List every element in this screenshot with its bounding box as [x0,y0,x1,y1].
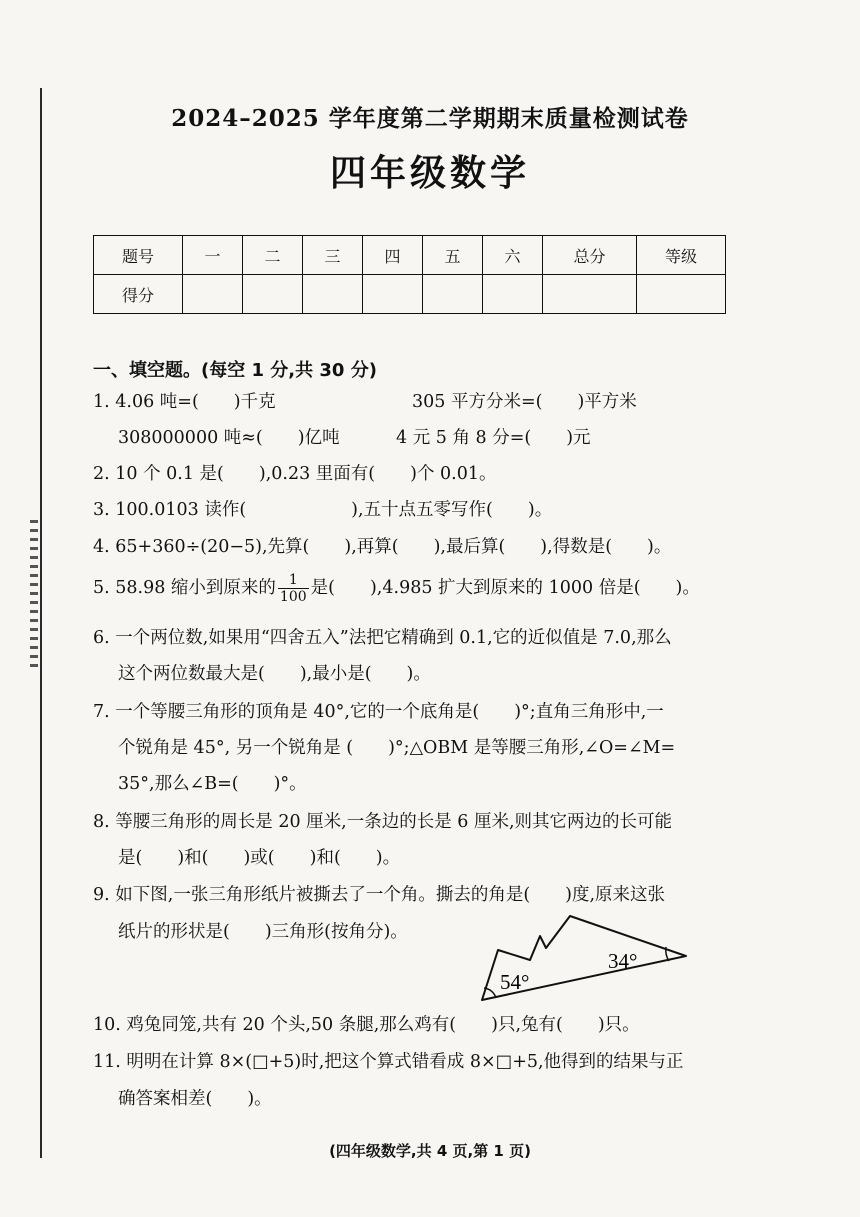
header-cell: 三 [303,236,363,275]
header-cell: 四 [363,236,423,275]
score-cell[interactable] [363,275,423,314]
score-cell[interactable] [243,275,303,314]
fraction-numerator: 1 [278,572,309,589]
angle-label-34: 34° [608,949,638,973]
question-1a: 1. 4.06 吨=( )千克 [93,392,276,412]
header-cell: 六 [483,236,543,275]
header-cell: 总分 [543,236,637,275]
question-5-pre: 5. 58.98 缩小到原来的 [93,578,276,598]
score-table-score-row [94,275,726,314]
header-cell: 题号 [94,236,183,275]
score-cell[interactable] [637,275,726,314]
fraction [278,572,309,605]
header-cell: 五 [423,236,483,275]
question-3: 3. 100.0103 读作( ),五十点五零写作( )。 [93,500,553,520]
question-2: 2. 10 个 0.1 是( ),0.23 里面有( )个 0.01。 [93,464,497,484]
question-8a: 8. 等腰三角形的周长是 20 厘米,一条边的长是 6 厘米,则其它两边的长可能 [93,812,673,832]
score-table [93,235,726,314]
score-table-header-row [94,236,726,275]
question-5 [93,572,700,605]
score-cell[interactable] [183,275,243,314]
question-8b: 是( )和( )或( )和( )。 [118,848,401,868]
row-label-cell: 得分 [94,275,183,314]
exam-subtitle: 四年级数学 [329,152,530,194]
page-footer: (四年级数学,共 4 页,第 1 页) [329,1142,531,1160]
binding-line [40,88,42,1158]
question-7b: 个锐角是 45°, 另一个锐角是 ( )°;△OBM 是等腰三角形,∠O=∠M= [118,738,676,758]
score-cell[interactable] [543,275,637,314]
section-heading: 一、填空题。(每空 1 分,共 30 分) [93,360,377,381]
binding-dots [30,520,38,670]
question-11b: 确答案相差( )。 [118,1089,272,1109]
question-5-post: 是( ),4.985 扩大到原来的 1000 倍是( )。 [310,578,700,598]
question-4: 4. 65+360÷(20−5),先算( ),再算( ),最后算( ),得数是( )。 [93,537,672,557]
question-10: 10. 鸡兔同笼,共有 20 个头,50 条腿,那么鸡有( )只,兔有( )只。 [93,1015,640,1035]
question-11a: 11. 明明在计算 8×(□+5)时,把这个算式错看成 8×□+5,他得到的结果与正 [93,1052,684,1072]
question-1c: 308000000 吨≈( )亿吨 [118,428,340,448]
question-7a: 7. 一个等腰三角形的顶角是 40°,它的一个底角是( )°;直角三角形中,一 [93,702,664,722]
question-6a: 6. 一个两位数,如果用“四舍五入”法把它精确到 0.1,它的近似值是 7.0,那么 [93,628,672,648]
header-cell: 一 [183,236,243,275]
question-7c: 35°,那么∠B=( )°。 [118,774,307,794]
angle-label-54: 54° [500,970,530,994]
score-cell[interactable] [423,275,483,314]
score-cell[interactable] [483,275,543,314]
torn-triangle-figure [478,912,693,1004]
question-1b: 305 平方分米=( )平方米 [412,392,637,412]
header-cell: 二 [243,236,303,275]
exam-title: 2024–2025 学年度第二学期期末质量检测试卷 [171,105,689,132]
score-cell[interactable] [303,275,363,314]
header-cell: 等级 [637,236,726,275]
question-9b: 纸片的形状是( )三角形(按角分)。 [118,922,408,942]
question-1d: 4 元 5 角 8 分=( )元 [396,428,591,448]
fraction-denominator: 100 [279,589,307,605]
question-9a: 9. 如下图,一张三角形纸片被撕去了一个角。撕去的角是( )度,原来这张 [93,885,666,905]
question-6b: 这个两位数最大是( ),最小是( )。 [118,664,431,684]
